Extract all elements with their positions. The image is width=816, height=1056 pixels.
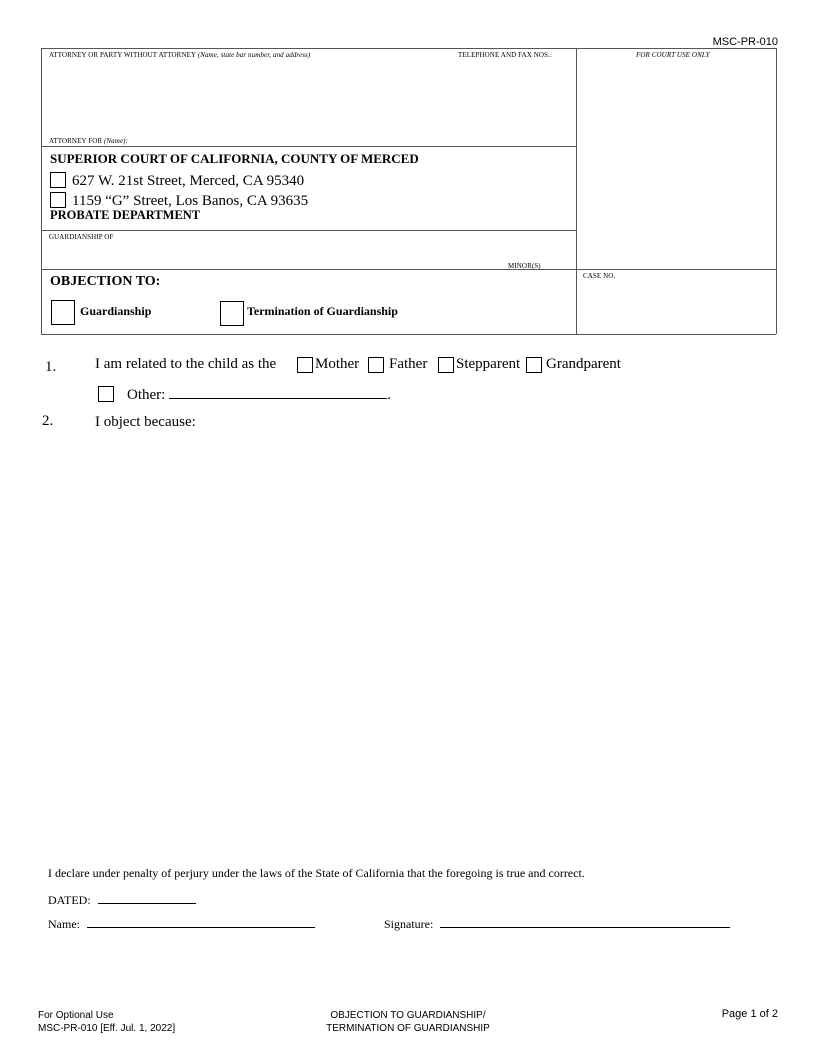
case-no-label: CASE NO. (583, 272, 616, 280)
item-1-text: I am related to the child as the (95, 356, 277, 372)
attorney-for-label: ATTORNEY FOR (Name): (49, 137, 129, 145)
signature-row (384, 914, 730, 932)
item-2-number: 2. (42, 413, 54, 429)
los-banos-address-checkbox[interactable] (50, 192, 66, 208)
case-no-field[interactable] (583, 285, 768, 325)
grandparent-checkbox[interactable] (526, 357, 542, 373)
court-use-area (580, 64, 772, 264)
footer-title-line-1: OBJECTION TO GUARDIANSHIP/ (330, 1010, 486, 1021)
phone-label: TELEPHONE AND FAX NOS.: (458, 51, 552, 59)
guardianship-of-field[interactable] (60, 243, 560, 263)
other-input[interactable] (169, 385, 387, 399)
other-checkbox[interactable] (98, 386, 114, 402)
mother-label: Mother (315, 356, 360, 372)
declaration-text: I declare under penalty of perjury under the laws of the State of California that the foregoing is true and correct. (48, 866, 585, 880)
caption-right-border (776, 48, 777, 334)
merced-address: 627 W. 21st Street, Merced, CA 95340 (72, 173, 305, 189)
termination-checkbox[interactable] (220, 301, 244, 326)
footer-left (38, 1009, 175, 1035)
los-banos-address: 1159 “G” Street, Los Banos, CA 93635 (72, 193, 309, 209)
objection-to-label: OBJECTION TO: (50, 274, 161, 289)
form-revision-label: MSC-PR-010 [Eff. Jul. 1, 2022] (38, 1023, 176, 1034)
guardianship-checkbox[interactable] (51, 300, 75, 325)
dated-row (48, 890, 196, 908)
other-label: Other: (127, 387, 166, 403)
footer-title-line-2: TERMINATION OF GUARDIANSHIP (326, 1023, 490, 1034)
attorney-info-field[interactable] (48, 64, 568, 134)
caption-left-border (41, 48, 42, 334)
page-number: Page 1 of 2 (721, 1008, 778, 1020)
divider-case-row (41, 269, 776, 270)
department-label: PROBATE DEPARTMENT (50, 208, 201, 222)
merced-address-checkbox[interactable] (50, 172, 66, 188)
caption-bottom-border (41, 334, 776, 335)
item-2-text: I object because: (95, 414, 196, 430)
name-label: Name: (48, 917, 80, 931)
item-1-number: 1. (45, 359, 57, 375)
court-name: SUPERIOR COURT OF CALIFORNIA, COUNTY OF MERCED (50, 151, 419, 166)
guardianship-option-label: Guardianship (80, 304, 152, 318)
mother-checkbox[interactable] (297, 357, 313, 373)
divider-attorney-court (41, 146, 576, 147)
form-id: MSC-PR-010 (712, 36, 778, 48)
divider-court-guardianship (41, 230, 576, 231)
signature-label: Signature: (384, 917, 434, 931)
grandparent-label: Grandparent (546, 356, 621, 372)
other-end: . (387, 387, 391, 403)
court-use-label: FOR COURT USE ONLY (636, 51, 710, 59)
caption-top-border (41, 48, 776, 49)
other-row (127, 385, 391, 404)
objection-reason-field[interactable] (95, 440, 775, 850)
stepparent-checkbox[interactable] (438, 357, 454, 373)
name-input[interactable] (87, 914, 315, 928)
dated-input[interactable] (98, 890, 196, 904)
attorney-label: ATTORNEY OR PARTY WITHOUT ATTORNEY (Name, state bar number, and address) (49, 51, 311, 59)
optional-use-label: For Optional Use (38, 1010, 114, 1021)
name-row (48, 914, 315, 932)
footer-title (308, 1009, 508, 1035)
signature-input[interactable] (440, 914, 730, 928)
stepparent-label: Stepparent (456, 356, 521, 372)
termination-option-label: Termination of Guardianship (247, 304, 398, 318)
caption-column-divider (576, 48, 577, 334)
dated-label: DATED: (48, 893, 91, 907)
father-label: Father (389, 356, 428, 372)
guardianship-of-label: GUARDIANSHIP OF (49, 233, 114, 241)
father-checkbox[interactable] (368, 357, 384, 373)
minors-label: MINOR(S) (508, 262, 541, 270)
